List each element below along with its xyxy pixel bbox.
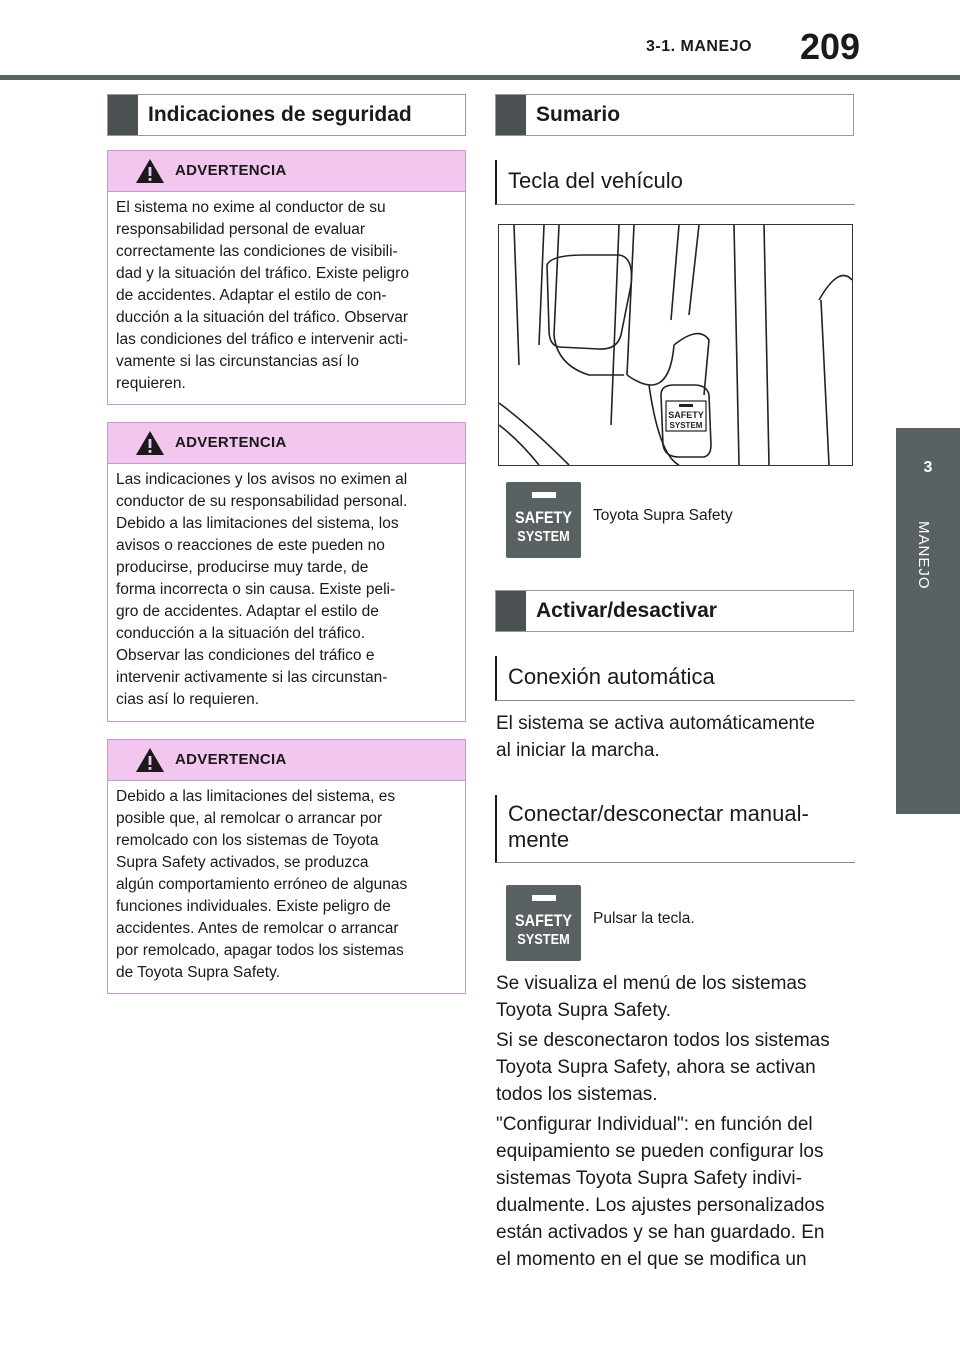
warning-body: El sistema no exime al conductor de su responsabilidad personal de evaluar correctamente las condiciones de visibili- dad y la situación del tráfico. Existe peligro de accidentes. Adaptar el estilo de con- ducción a la situación del tráfico. Observar las condiciones del tráfico e intervenir acti- vamente si las circunstancias así lo requieren.	[116, 199, 409, 392]
chapter-label: MANEJO	[915, 521, 932, 590]
activate-heading: Activar/desactivar	[536, 599, 717, 622]
gear-console-drawing	[499, 225, 852, 465]
auto-subheading: Conexión automática	[495, 656, 855, 701]
manual-subheading: Conectar/desconectar manual- mente	[495, 795, 855, 863]
activate-section-header	[495, 590, 854, 632]
warning-body: Las indicaciones y los avisos no eximen al conductor de su responsabilidad personal. Debido a las limitaciones del sistema, los avisos o reacciones de este pueden no producirse, producirse muy tarde, de forma incorrecta o sin causa. Existe peli- gro de accidentes. Adaptar el estilo de conducción a la situación del tráfico. Observar las condiciones del tráfico e intervenir activamente si las circunstan- cias así lo requieren.	[116, 471, 408, 708]
safety-system-key-icon[interactable]: SAFETY SYSTEM	[506, 885, 581, 961]
vehicle-key-subheading: Tecla del vehículo	[495, 160, 855, 205]
warning-triangle-icon	[135, 158, 165, 184]
page-number: 209	[800, 26, 861, 67]
warning-triangle-icon	[135, 430, 165, 456]
warning-title: ADVERTENCIA	[175, 751, 287, 768]
safety-section-header	[107, 94, 466, 136]
auto-paragraph: El sistema se activa automáticamente al iniciar la marcha.	[496, 713, 815, 761]
console-illustration	[498, 224, 853, 466]
paragraph-configure: "Configurar Individual": en función del equipamiento se pueden configurar los sistemas Toyota Supra Safety indivi- dualmente. Los ajustes personalizados están activados y se han guardado. En el momento en el que se modifica un	[496, 1114, 825, 1270]
warning-body: Debido a las limitaciones del sistema, es posible que, al remolcar o arrancar por remolcado con los sistemas de Toyota Supra Safety activados, se produzca algún comportamiento erróneo de algunas funciones individuales. Existe peligro de accidentes. Antes de remolcar o arrancar por remolcado, apagar todos los sistemas de Toyota Supra Safety.	[116, 788, 408, 981]
warning-triangle-icon	[135, 747, 165, 773]
svg-text:SYSTEM: SYSTEM	[669, 421, 703, 430]
header-rule	[0, 75, 960, 80]
safety-system-key-icon[interactable]: SAFETY SYSTEM	[506, 482, 581, 558]
paragraph-menu: Se visualiza el menú de los sistemas Toyota Supra Safety.	[496, 973, 807, 1021]
warning-title: ADVERTENCIA	[175, 434, 287, 451]
svg-text:SAFETY: SAFETY	[668, 410, 704, 420]
section-title: 3-1. MANEJO	[646, 38, 752, 55]
summary-section-header	[495, 94, 854, 136]
key-caption: Toyota Supra Safety	[593, 507, 733, 524]
safety-heading: Indicaciones de seguridad	[148, 103, 412, 126]
warning-box-1	[107, 150, 466, 405]
warning-box-2	[107, 422, 466, 722]
summary-heading: Sumario	[536, 103, 621, 126]
chapter-number-tab[interactable]: 3	[896, 428, 960, 508]
warning-box-3	[107, 739, 466, 994]
warning-title: ADVERTENCIA	[175, 162, 287, 179]
press-caption: Pulsar la tecla.	[593, 910, 695, 927]
paragraph-activate-all: Si se desconectaron todos los sistemas Toyota Supra Safety, ahora se activan todos los sistemas.	[496, 1030, 830, 1105]
